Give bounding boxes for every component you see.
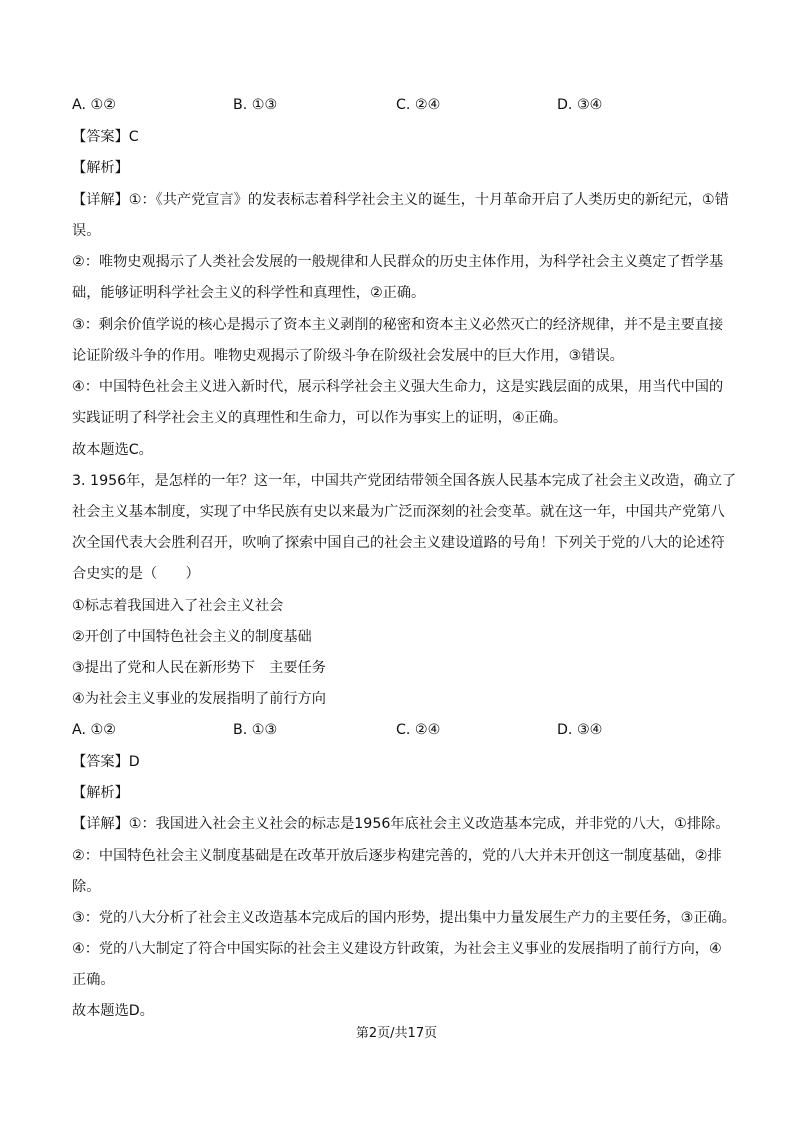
q2-detail-line: 【详解】①：《共产党宣言》的发表标志着科学社会主义的诞生，十月革命开启了人类历史的新纪元，①错 [72, 192, 729, 208]
q2-option-b: B. ①③ [233, 97, 278, 113]
q3-detail-line: 正确。 [72, 972, 115, 988]
q3-answer: 【答案】D [72, 754, 140, 770]
q3-statement: ④为社会主义事业的发展指明了前行方向 [72, 691, 326, 707]
q2-option-a: A. ①② [72, 97, 116, 113]
q2-detail-line: ③：剩余价值学说的核心是揭示了资本主义剥削的秘密和资本主义必然灭亡的经济规律，并不是主要直接 [72, 317, 724, 333]
q2-analysis-label: 【解析】 [72, 160, 129, 176]
q3-conclusion: 故本题选D。 [72, 1003, 154, 1019]
q3-option-a: A. ①② [72, 722, 116, 738]
q3-detail-line: 【详解】①：我国进入社会主义社会的标志是1956年底社会主义改造基本完成，并非党的八大，①排除。 [72, 816, 730, 832]
q2-detail-line: 论证阶级斗争的作用。唯物史观揭示了阶级斗争在阶级社会发展中的巨大作用，③错误。 [72, 348, 624, 364]
q3-statement: ③提出了党和人民在新形势下 主要任务 [72, 660, 326, 676]
q3-stem-line: 3. 1956年，是怎样的一年？这一年，中国共产党团结带领全国各族人民基本完成了社会主义改造，确立了 [72, 473, 737, 489]
q3-statement: ①标志着我国进入了社会主义社会 [72, 598, 284, 614]
q3-stem-line: 合史实的是（ ） [72, 566, 200, 582]
q3-statement: ②开创了中国特色社会主义的制度基础 [72, 629, 312, 645]
q2-detail-line: ②：唯物史观揭示了人类社会发展的一般规律和人民群众的历史主体作用，为科学社会主义奠定了哲学基 [72, 254, 724, 270]
q3-stem-line: 次全国代表大会胜利召开，吹响了探索中国自己的社会主义建设道路的号角！下列关于党的八大的论述符 [72, 535, 725, 551]
q2-detail-line: ④：中国特色社会主义进入新时代，展示科学社会主义强大生命力，这是实践层面的成果，用当代中国的 [72, 379, 724, 395]
q2-detail-line: 实践证明了科学社会主义的真理性和生命力，可以作为事实上的证明，④正确。 [72, 410, 568, 426]
q2-detail-line: 误。 [72, 223, 101, 239]
q3-stem-line: 社会主义基本制度，实现了中华民族有史以来最为广泛而深刻的社会变革。就在这一年，中国共产党第八 [72, 504, 725, 520]
page-footer: 第2页/共17页 [355, 1026, 438, 1041]
q2-option-d: D. ③④ [557, 97, 603, 113]
q3-detail-line: 除。 [72, 879, 101, 895]
q3-detail-line: ②：中国特色社会主义制度基础是在改革开放后逐步构建完善的，党的八大并未开创这一制度基础，②排 [72, 848, 722, 864]
q3-detail-line: ③：党的八大分析了社会主义改造基本完成后的国内形势，提出集中力量发展生产力的主要任务，③正确。 [72, 910, 736, 926]
q3-option-b: B. ①③ [233, 722, 278, 738]
q3-option-c: C. ②④ [396, 722, 441, 738]
q3-option-d: D. ③④ [557, 722, 603, 738]
q3-analysis-label: 【解析】 [72, 785, 129, 801]
q2-detail-line: 础，能够证明科学社会主义的科学性和真理性，②正确。 [72, 285, 426, 301]
q2-answer: 【答案】C [72, 129, 139, 145]
q2-option-c: C. ②④ [396, 97, 441, 113]
q3-detail-line: ④：党的八大制定了符合中国实际的社会主义建设方针政策，为社会主义事业的发展指明了前行方向，④ [72, 941, 722, 957]
q2-conclusion: 故本题选C。 [72, 442, 153, 458]
